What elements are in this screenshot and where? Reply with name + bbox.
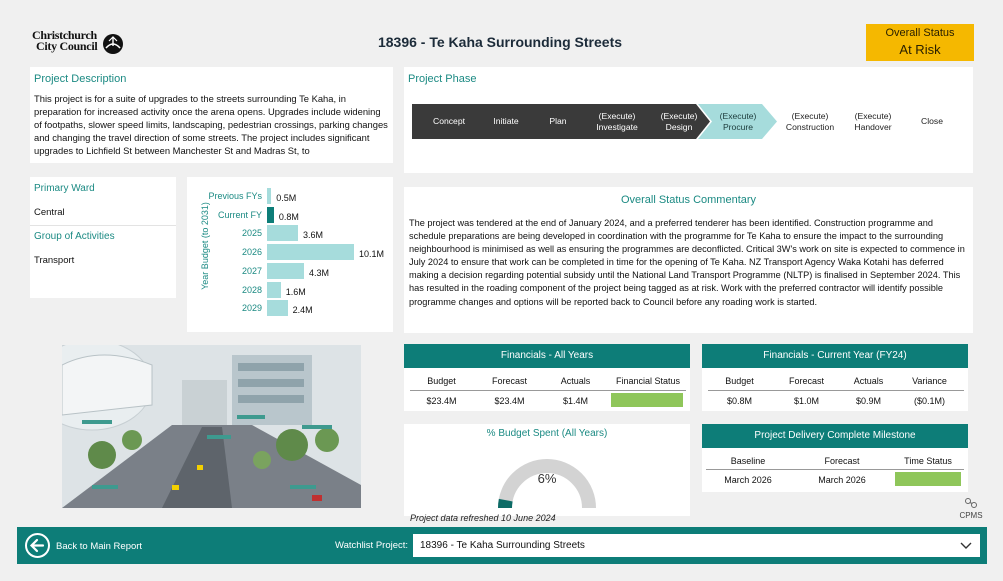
budget-category-label: 2025	[241, 228, 262, 239]
chevron-down-icon	[960, 539, 972, 551]
milestone-baseline-value: March 2026	[724, 475, 772, 485]
budget-value-label: 2.4M	[292, 305, 313, 316]
arrow-left-icon	[27, 535, 48, 556]
watchlist-selected-value: 18396 - Te Kaha Surrounding Streets	[420, 540, 585, 551]
project-phase-card	[404, 67, 973, 173]
fin-cur-budget-value: $0.8M	[726, 396, 752, 406]
fin-all-divider	[410, 390, 686, 391]
budget-value-label: 10.1M	[359, 249, 385, 260]
primary-ward-value: Central	[34, 207, 65, 218]
financial-status-indicator	[611, 393, 683, 407]
budget-value-label: 4.3M	[309, 267, 330, 278]
fin-all-header-status: Financial Status	[615, 376, 681, 386]
fin-all-header-actuals: Actuals	[560, 376, 591, 386]
milestone-divider	[706, 469, 964, 470]
budget-spent-title: % Budget Spent (All Years)	[486, 428, 608, 439]
delivery-milestone-title: Project Delivery Complete Milestone	[702, 424, 968, 448]
budget-chart-ylabel: Year Budget (to 2031)	[200, 202, 210, 290]
fin-all-forecast-value: $23.4M	[494, 396, 525, 406]
phase-step: (Execute) Construction	[785, 110, 835, 132]
financials-all-years-card	[404, 344, 690, 411]
overall-status-value: At Risk	[899, 42, 941, 57]
phase-step: Initiate	[493, 116, 519, 126]
watchlist-project-select[interactable]	[413, 534, 980, 557]
budget-value-label: 1.6M	[285, 286, 306, 297]
milestone-forecast-value: March 2026	[818, 475, 866, 485]
group-of-activities-label: Group of Activities	[34, 231, 115, 242]
budget-value-label: 0.5M	[276, 193, 297, 203]
fin-cur-header-actuals: Actuals	[853, 376, 884, 386]
fin-cur-header-forecast: Forecast	[788, 376, 824, 386]
logo-line2: City Council	[36, 39, 98, 53]
budget-bar	[267, 207, 274, 223]
budget-category-label: 2027	[241, 265, 262, 276]
project-description-title: Project Description	[34, 73, 127, 85]
project-rendering-image	[62, 345, 361, 508]
fin-all-budget-value: $23.4M	[426, 396, 457, 406]
fin-all-actuals-value: $1.4M	[562, 396, 588, 406]
financials-current-year-title: Financials - Current Year (FY24)	[702, 344, 968, 368]
phase-step: Plan	[549, 116, 567, 126]
status-commentary-card	[404, 187, 973, 333]
phase-step: (Execute) Handover	[854, 110, 892, 132]
budget-spent-card	[404, 424, 690, 516]
financials-current-year-card	[702, 344, 968, 411]
council-logo-icon	[102, 33, 124, 55]
fin-cur-variance-value: ($0.1M)	[913, 396, 945, 406]
overall-status-label: Overall Status	[885, 27, 955, 39]
fin-all-header-budget: Budget	[427, 376, 456, 386]
budget-bar	[267, 188, 271, 204]
fin-cur-actuals-value: $0.9M	[855, 396, 881, 406]
fin-cur-header-variance: Variance	[912, 376, 947, 386]
budget-bar	[267, 282, 281, 298]
phase-step: (Execute) Procure	[719, 110, 757, 132]
ward-card	[30, 177, 176, 298]
group-of-activities-value: Transport	[34, 255, 75, 266]
milestone-header-baseline: Baseline	[730, 456, 766, 466]
budget-bar	[267, 300, 288, 316]
delivery-milestone-card	[702, 424, 968, 492]
budget-bar	[267, 244, 354, 260]
phase-step: Concept	[432, 116, 465, 126]
cpms-label: CPMS	[959, 511, 983, 520]
budget-category-label: Previous FYs	[208, 191, 262, 201]
project-description-text: This project is for a suite of upgrades to the streets surrounding Te Kaha, in preparation for increased activity once the arena opens. Upgrades include widening of footpaths, slower speed limits, landscaping, pedestrian crossings, parking changes and changing the travel direction of some streets. The project includes significant upgrades to Lichfield St between Manchester St and Madras St, to	[34, 93, 388, 156]
time-status-indicator	[895, 472, 961, 486]
fin-cur-header-budget: Budget	[725, 376, 754, 386]
footer-bar	[17, 527, 987, 564]
budget-value-label: 3.6M	[303, 230, 324, 241]
project-description-card	[30, 67, 393, 163]
back-button[interactable]	[25, 533, 50, 558]
logo-line1: Christchurch	[32, 28, 97, 42]
budget-bar	[267, 225, 298, 241]
budget-category-label: 2029	[241, 303, 262, 314]
project-phase-title: Project Phase	[408, 73, 477, 85]
watchlist-label: Watchlist Project:	[335, 540, 409, 551]
data-refresh-text: Project data refreshed 10 June 2024	[410, 513, 556, 523]
milestone-header-forecast: Forecast	[824, 456, 860, 466]
ward-divider	[30, 225, 176, 226]
status-commentary-title: Overall Status Commentary	[620, 194, 757, 206]
phase-steps	[412, 104, 972, 139]
phase-step: (Execute) Design	[660, 110, 698, 132]
primary-ward-label: Primary Ward	[34, 183, 95, 194]
budget-category-label: Current FY	[217, 209, 262, 220]
phase-step: (Execute) Investigate	[596, 110, 638, 132]
council-logo	[32, 30, 132, 56]
budget-category-label: 2028	[241, 284, 262, 295]
fin-cur-forecast-value: $1.0M	[793, 396, 819, 406]
page-title: 18396 - Te Kaha Surrounding Streets	[377, 34, 623, 50]
back-to-main-report-link[interactable]: Back to Main Report	[56, 541, 143, 552]
budget-value-label: 0.8M	[278, 211, 299, 222]
overall-status-badge	[866, 24, 974, 61]
link-icon	[964, 497, 978, 509]
financials-all-years-title: Financials - All Years	[404, 344, 690, 368]
budget-category-label: 2026	[241, 247, 262, 258]
status-commentary-text: The project was tendered at the end of January 2024, and a preferred tenderer has been identified. Construction programme and schedule preparations are being developed in coordination with the programme for Te Kaha to ensure the impact to the surrounding neighbourhood is minimised as well as ensuring the programmes are deconflicted. Critical 3W's work on site is expected to commence in July 2024 to ensure that work can be completed in time for the opening of Te Kaha. NZ Transport Agency Waka Kotahi has deferred making a decision regarding potential subsidy until the National Land Transport Programme (NLTP) is finalised in September 2024. This has resulted in the roading component of the project being tagged as at risk. Work with the preferred contractor will identify possible programme changes and options will be reported back to Council before any roading work is started.	[409, 218, 965, 307]
budget-spent-value: 6%	[537, 471, 557, 486]
cpms-link[interactable]	[958, 497, 984, 520]
fin-all-header-forecast: Forecast	[491, 376, 527, 386]
phase-step: Close	[921, 116, 943, 126]
year-budget-chart	[187, 177, 393, 332]
project-rendering-illustration	[62, 345, 361, 508]
fin-cur-divider	[708, 390, 964, 391]
milestone-header-time-status: Time Status	[904, 456, 952, 466]
budget-bar	[267, 263, 304, 279]
